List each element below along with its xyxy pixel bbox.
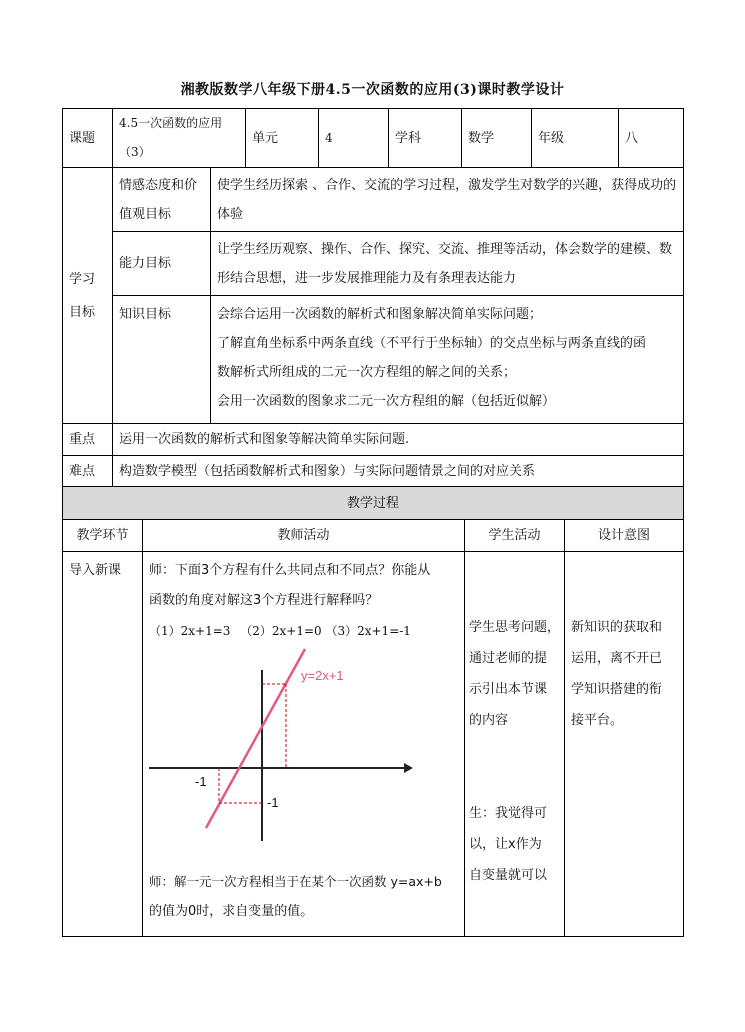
- column-header: 学生活动: [465, 520, 565, 552]
- knowledge-line: 数解析式所组成的二元一次方程组的解之间的关系；: [217, 365, 517, 380]
- graph-label-y: -1: [267, 795, 279, 810]
- emotion-goal-label: 情感态度和价值观目标: [113, 168, 211, 232]
- knowledge-goal-label: 知识目标: [113, 296, 211, 424]
- intent-line: 运用，离不开已: [571, 651, 663, 666]
- column-header: 设计意图: [565, 520, 684, 552]
- equations: （1）2x+1=3 （2）2x+1=0 （3）2x+1=-1: [149, 624, 411, 638]
- grade-label: 年级: [532, 109, 619, 168]
- subject-value: 数学: [462, 109, 532, 168]
- knowledge-goal-text: [211, 296, 684, 424]
- subject-label: 学科: [389, 109, 462, 168]
- graph-label-x: -1: [195, 774, 207, 789]
- difficulty-label: 难点: [63, 456, 113, 488]
- knowledge-line: 会用一次函数的图象求二元一次方程组的解（包括近似解）: [217, 394, 556, 409]
- column-header: 教师活动: [143, 520, 465, 552]
- intent-line: 学知识搭建的衔: [571, 682, 663, 697]
- unit-label: 单元: [246, 109, 319, 168]
- student-line: 以，让x作为: [469, 837, 542, 852]
- key-point-label: 重点: [63, 424, 113, 456]
- emotion-goal-text: 使学生经历探索 、合作、交流的学习过程，激发学生对数学的兴趣，获得成功的体验: [211, 168, 684, 232]
- key-point-text: 运用一次函数的解析式和图象等解决简单实际问题.: [113, 424, 684, 456]
- stage-cell: 导入新课: [63, 552, 143, 937]
- design-intent-cell: [565, 552, 684, 937]
- student-line: 自变量就可以: [469, 868, 548, 883]
- knowledge-line: 会综合运用一次函数的解析式和图象解决简单实际问题；: [217, 307, 543, 322]
- topic-value: 4.5一次函数的应用（3）: [113, 109, 246, 168]
- intent-line: 新知识的获取和: [571, 620, 663, 635]
- student-line: 通过老师的提: [469, 651, 548, 666]
- student-line: 学生思考问题，: [469, 620, 561, 635]
- column-header: 教学环节: [63, 520, 143, 552]
- teaching-process-table: [62, 486, 684, 937]
- teacher-activity-cell: [143, 552, 465, 937]
- student-line: 的内容: [469, 713, 509, 728]
- goals-label: 学习目标: [63, 168, 113, 424]
- graph-label: y=2x+1: [301, 668, 344, 683]
- topic-label: 课题: [63, 109, 113, 168]
- student-line: 示引出本节课: [469, 682, 548, 697]
- teacher-end-line: 师：解一元一次方程相当于在某个一次函数 y=ax+b: [149, 874, 442, 889]
- graph-line: [206, 649, 305, 828]
- student-activity-cell: [465, 552, 565, 937]
- teacher-line: 师：下面3个方程有什么共同点和不同点？你能从: [149, 563, 431, 578]
- ability-goal-text: 让学生经历观察、操作、合作、探究、交流、推理等活动，体会数学的建模、数形结合思想，进一步发展推理能力及有条理表达能力: [211, 232, 684, 296]
- grade-value: 八: [619, 109, 684, 168]
- difficulty-text: 构造数学模型（包括函数解析式和图象）与实际问题情景之间的对应关系: [113, 456, 684, 488]
- page-title: 湘教版数学八年级下册4.5一次函数的应用(3)课时教学设计: [180, 82, 565, 98]
- knowledge-line: 了解直角坐标系中两条直线（不平行于坐标轴）的交点坐标与两条直线的函: [217, 336, 647, 351]
- lesson-info-table: [62, 108, 684, 518]
- process-header: 教学过程: [63, 487, 684, 520]
- intent-line: 接平台。: [571, 713, 624, 728]
- teacher-line: 函数的角度对解这3个方程进行解释吗？: [149, 593, 379, 608]
- teacher-end-line: 的值为0时，求自变量的值。: [149, 904, 314, 919]
- function-graph: [149, 646, 465, 856]
- student-line: 生：我觉得可: [469, 806, 548, 821]
- x-axis-arrow-icon: [404, 763, 413, 773]
- unit-value: 4: [319, 109, 389, 168]
- ability-goal-label: 能力目标: [113, 232, 211, 296]
